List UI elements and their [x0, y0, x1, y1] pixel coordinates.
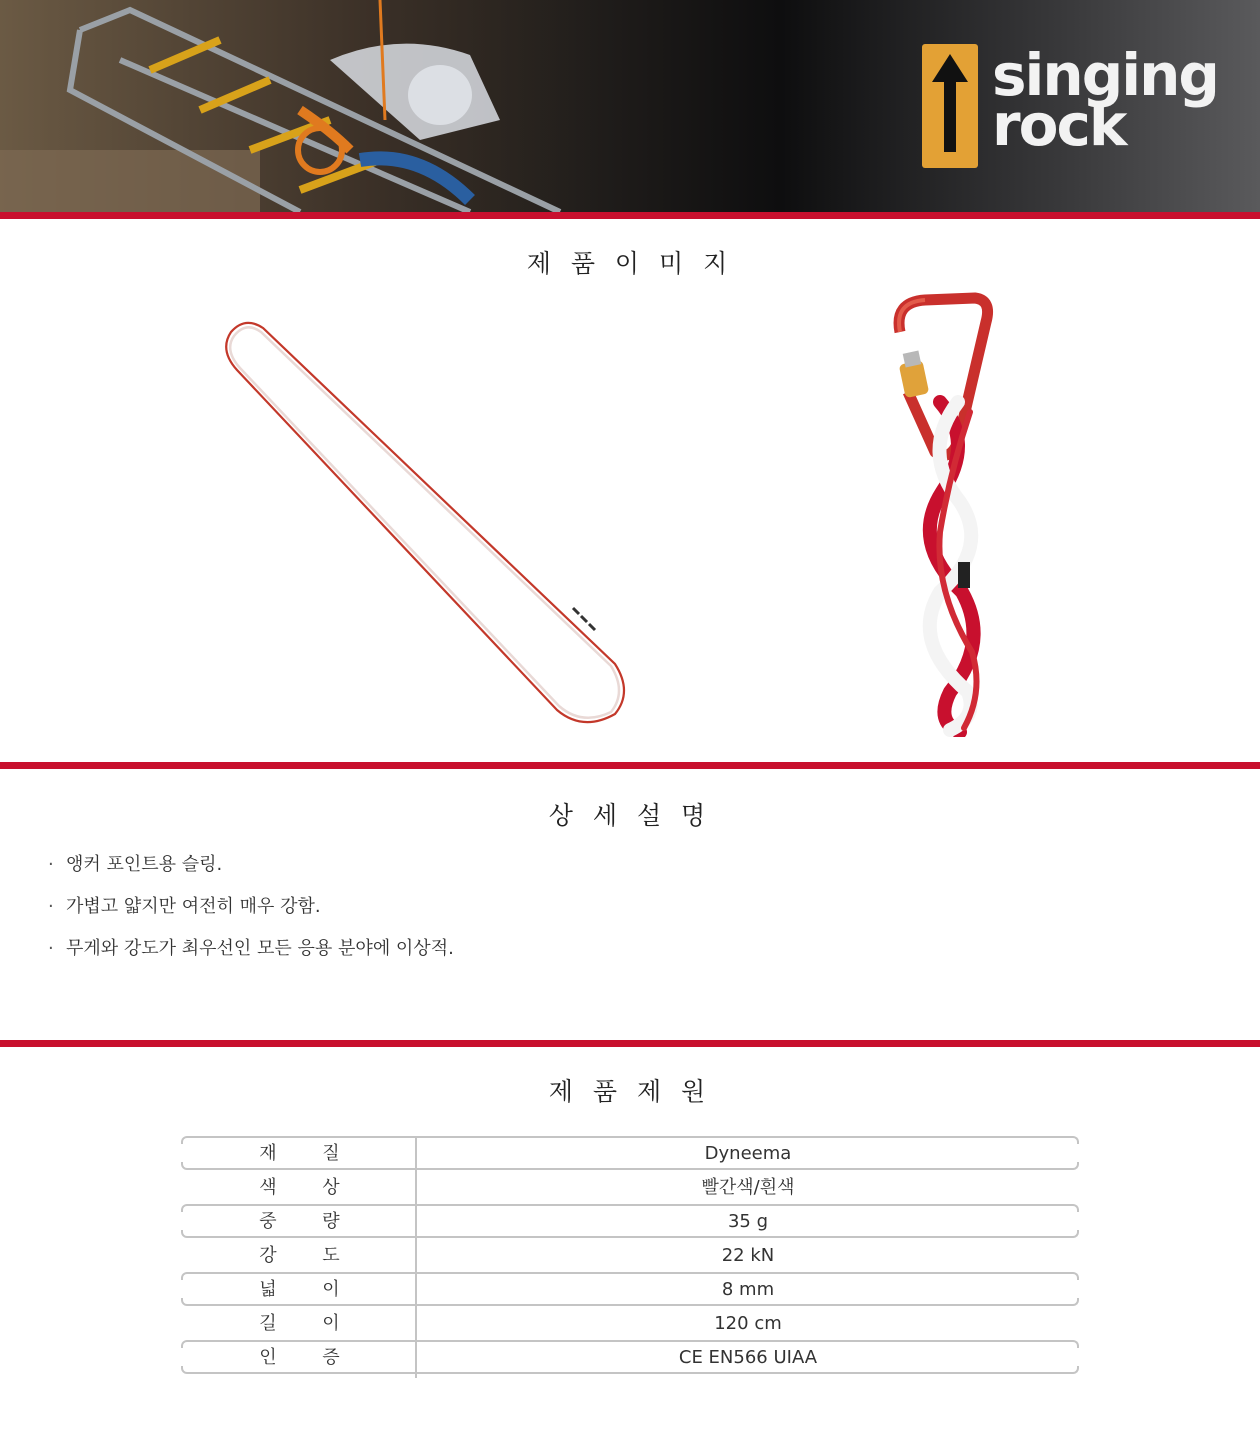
section-title-specs: 제 품 제 원	[548, 1077, 712, 1106]
description-text: 무게와 강도가 최우선인 모든 응용 분야에 이상적.	[66, 938, 454, 959]
spec-value: 8 mm	[721, 1279, 775, 1300]
spec-key: 량	[322, 1211, 340, 1232]
bullet: ·	[48, 896, 54, 917]
spec-value: Dyneema	[704, 1143, 792, 1164]
list-item	[48, 934, 454, 976]
description-text: 앵커 포인트용 슬링.	[66, 854, 223, 875]
divider	[0, 1040, 1260, 1047]
divider	[0, 762, 1260, 769]
spec-key: 강	[259, 1245, 277, 1266]
list-item	[48, 892, 454, 934]
bullet: ·	[48, 854, 54, 875]
spec-value: CE EN566 UIAA	[678, 1347, 818, 1368]
table-row	[181, 1170, 1079, 1204]
spec-table	[181, 1136, 1079, 1374]
spec-value: 35 g	[727, 1211, 769, 1232]
list-item	[48, 850, 454, 892]
bullet: ·	[48, 938, 54, 959]
spec-key: 증	[322, 1347, 340, 1368]
sling-loop-image	[215, 312, 635, 732]
column-divider	[415, 1136, 417, 1378]
rescue-photo	[0, 0, 620, 212]
spec-key: 질	[322, 1143, 340, 1164]
spec-key: 이	[322, 1313, 340, 1334]
spec-key: 인	[259, 1347, 277, 1368]
table-row	[181, 1136, 1079, 1170]
table-row	[181, 1340, 1079, 1374]
spec-value: 120 cm	[714, 1313, 782, 1334]
section-title-description: 상 세 설 명	[548, 801, 712, 830]
singing-rock-logo	[922, 41, 1242, 170]
logo-wordmark	[992, 41, 1218, 159]
arrow-up-icon	[922, 44, 978, 168]
description-list	[48, 850, 454, 976]
description-text: 가볍고 얇지만 여전히 매우 강함.	[66, 896, 321, 917]
spec-key: 상	[322, 1177, 340, 1198]
spec-key: 길	[259, 1313, 277, 1334]
logo-line-2: rock	[992, 91, 1126, 159]
spec-key: 색	[259, 1177, 277, 1198]
table-row	[181, 1238, 1079, 1272]
spec-key: 재	[259, 1143, 277, 1164]
logo-mark	[922, 44, 978, 168]
spec-value: 22 kN	[721, 1245, 775, 1266]
sling-with-carabiner-image	[880, 292, 1000, 737]
table-row	[181, 1204, 1079, 1238]
divider	[0, 212, 1260, 219]
header-banner	[0, 0, 1260, 212]
logo-line-1: singing	[992, 41, 1218, 109]
spec-key: 넓	[259, 1279, 277, 1300]
table-row	[181, 1272, 1079, 1306]
spec-key: 중	[259, 1211, 277, 1232]
section-title-images: 제 품 이 미 지	[526, 249, 734, 278]
spec-key: 이	[322, 1279, 340, 1300]
spec-key: 도	[322, 1245, 340, 1266]
table-row	[181, 1306, 1079, 1340]
spec-value: 빨간색/흰색	[701, 1177, 795, 1198]
